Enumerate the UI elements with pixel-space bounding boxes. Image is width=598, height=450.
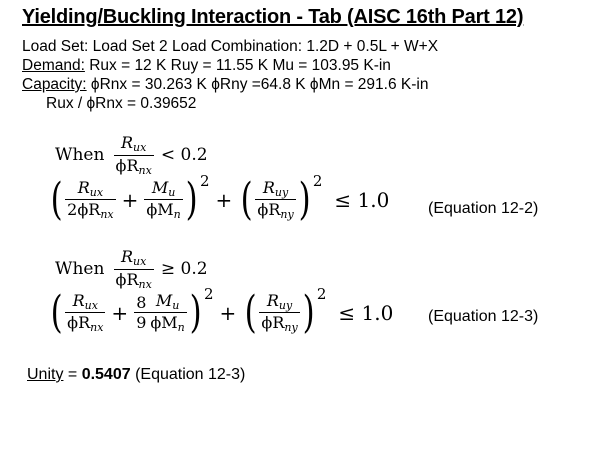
demand-label: Demand:: [22, 57, 85, 74]
unity-equals: =: [63, 366, 82, 383]
capacity-label: Capacity:: [22, 76, 87, 93]
eq1-term-2: $\frac{M_u}{\phi M_n}$: [146, 177, 181, 222]
equation-12-2-label: (Equation 12-2): [428, 200, 539, 217]
left-paren: (: [50, 287, 63, 338]
unity-value: 0.5407: [81, 366, 131, 383]
plus-sign: +: [219, 301, 237, 325]
relation: ≤ 1.0: [338, 301, 394, 325]
plus-sign: +: [111, 301, 129, 325]
unity-line: [27, 366, 245, 384]
page-title: Yielding/Buckling Interaction - Tab (AISC 16th Part 12): [22, 6, 524, 28]
left-paren: (: [240, 174, 253, 225]
eq1-term-3: $\frac{R_{uy}}{\phi R_{ny}}$: [257, 177, 294, 222]
condition-2-word: When: [55, 259, 105, 280]
capacity-values: ϕRnx = 30.263 K ϕRny =64.8 K ϕMn = 291.6 K-in: [86, 76, 429, 93]
condition-2-fraction: $\frac{R_{ux}}{\phi R_{nx}}$: [115, 247, 152, 291]
eq2-term-2: $\frac{M_u}{\phi M_n}$: [150, 290, 185, 335]
condition-1-fraction: $\frac{R_{ux}}{\phi R_{nx}}$: [115, 133, 152, 177]
eq1-term-1: $\frac{R_{ux}}{2\phi R_{nx}}$: [67, 177, 114, 222]
eq2-coefficient: $\frac{8}{9}$: [136, 292, 147, 333]
eq2-term-1: $\frac{R_{ux}}{\phi R_{nx}}$: [67, 290, 104, 335]
right-paren: ): [189, 287, 202, 338]
equation-12-3: [48, 285, 399, 338]
exponent: 2: [199, 172, 210, 190]
right-paren: ): [185, 174, 198, 225]
left-paren: (: [50, 174, 63, 225]
exponent: 2: [203, 285, 214, 303]
unity-label: Unity: [27, 366, 64, 383]
load-line: Load Set: Load Set 2 Load Combination: 1.2D + 0.5L + W+X: [22, 38, 439, 55]
capacity-line: [22, 76, 428, 94]
condition-1-word: When: [55, 145, 105, 166]
equation-12-3-label: (Equation 12-3): [428, 308, 539, 325]
unity-reference: (Equation 12-3): [130, 366, 246, 383]
right-paren: ): [302, 287, 315, 338]
exponent: 2: [316, 285, 327, 303]
condition-1-relation: < 0.2: [160, 145, 208, 166]
ratio-line: Rux / ϕRnx = 0.39652: [46, 95, 197, 112]
plus-sign: +: [121, 188, 139, 212]
demand-line: [22, 57, 391, 75]
plus-sign: +: [215, 188, 233, 212]
condition-1: [55, 134, 212, 177]
eq2-term-3: $\frac{R_{uy}}{\phi R_{ny}}$: [261, 290, 298, 335]
demand-values: Rux = 12 K Ruy = 11.55 K Mu = 103.95 K-in: [84, 57, 391, 74]
relation: ≤ 1.0: [334, 188, 390, 212]
condition-2-relation: ≥ 0.2: [160, 259, 208, 280]
exponent: 2: [312, 172, 323, 190]
condition-2: [55, 248, 212, 291]
equation-12-2: [48, 172, 395, 225]
right-paren: ): [298, 174, 311, 225]
left-paren: (: [244, 287, 257, 338]
